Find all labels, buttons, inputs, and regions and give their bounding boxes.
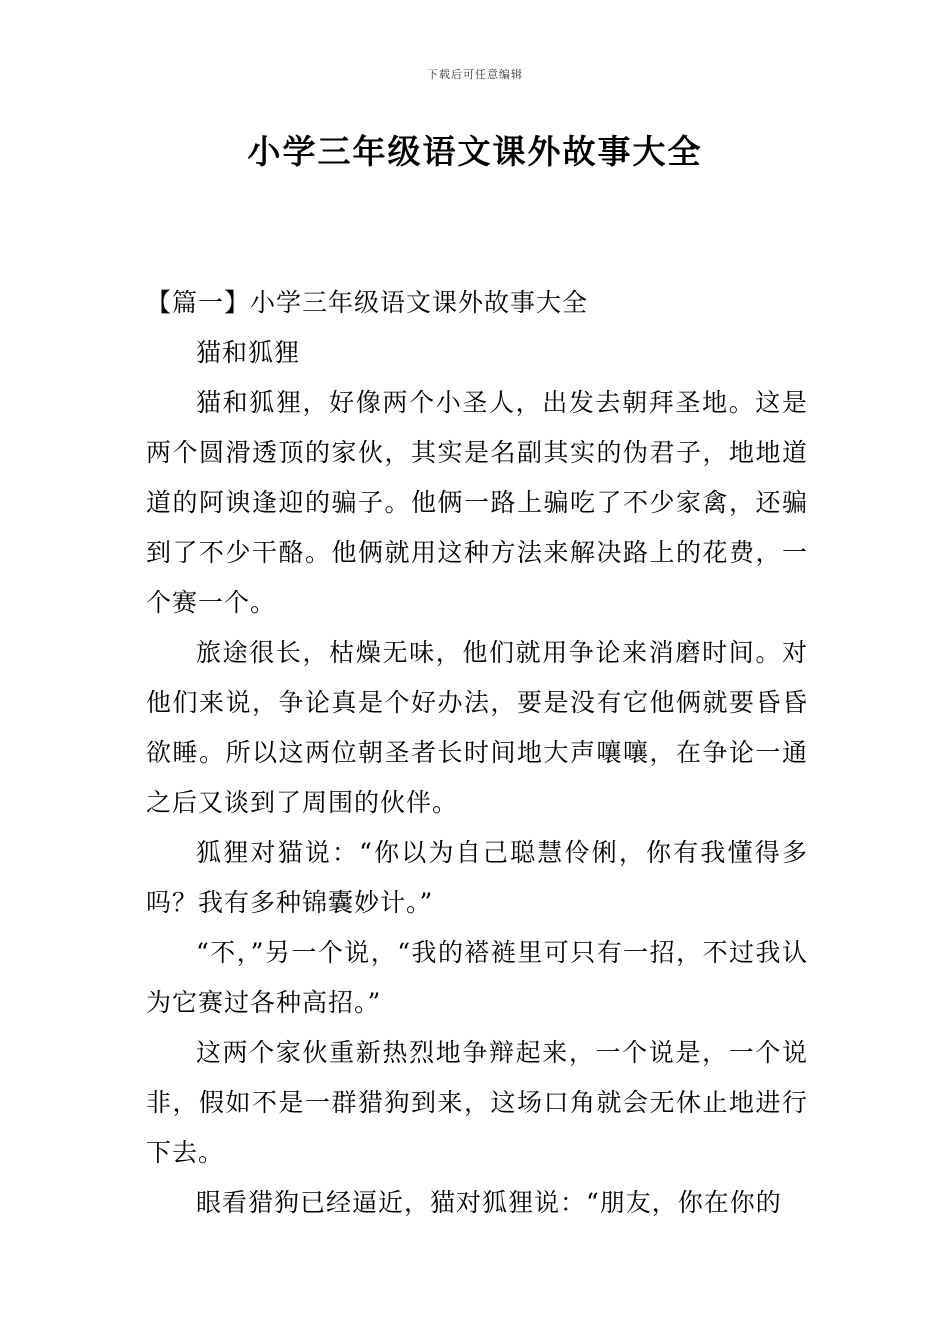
story-title: 猫和狐狸 (196, 338, 301, 367)
document-title: 小学三年级语文课外故事大全 (247, 132, 703, 171)
paragraph: 旅途很长，枯燥无味，他们就用争论来消磨时间。对他们来说，争论真是个好办法，要是没有它他俩就要昏昏欲睡。所以这两位朝圣者长时间地大声嚷嚷，在争论一通之后又谈到了周围的伙伴。 (146, 638, 808, 817)
paragraph: 这两个家伙重新热烈地争辩起来，一个说是，一个说非，假如不是一群猎狗到来，这场口角就会无休止地进行下去。 (146, 1038, 808, 1167)
paragraph: 猫和狐狸，好像两个小圣人，出发去朝拜圣地。这是两个圆滑透顶的家伙，其实是名副其实的伪君子，地地道道的阿谀逢迎的骗子。他俩一路上骗吃了不少家禽，还骗到了不少干酪。他俩就用这种方法来解决路上的花费，一个赛一个。 (146, 388, 808, 617)
document-body (146, 278, 808, 1228)
paragraph: “不，”另一个说，“我的褡裢里可只有一招，不过我认为它赛过各种高招。” (146, 938, 808, 1017)
paragraph: 眼看猎狗已经逼近，猫对狐狸说：“朋友，你在你的 (196, 1188, 782, 1217)
paragraph: 狐狸对猫说：“你以为自己聪慧伶俐，你有我懂得多吗？我有多种锦囊妙计。” (146, 838, 808, 917)
page-header-note: 下载后可任意编辑 (427, 68, 523, 81)
section-heading: 【篇一】小学三年级语文课外故事大全 (146, 288, 589, 317)
